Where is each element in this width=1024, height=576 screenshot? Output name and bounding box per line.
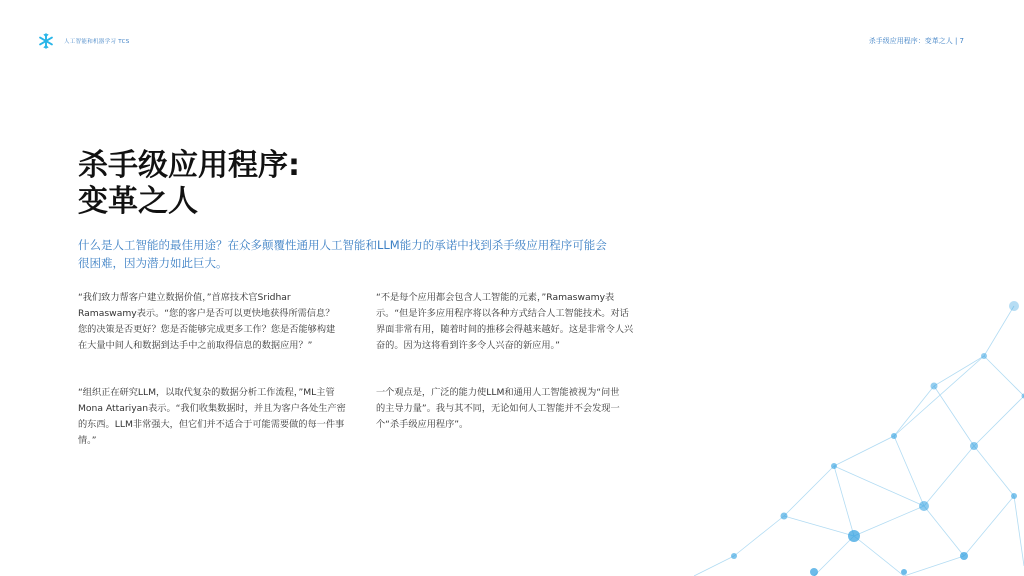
page-reference: 杀手级应用程序：变革之人 | 7 xyxy=(868,37,964,45)
header-logo xyxy=(38,33,130,49)
title-line-1: 杀手级应用程序: xyxy=(78,148,300,183)
lead-paragraph: 什么是人工智能的最佳用途？在众多颠覆性通用人工智能和LLM能力的承诺中找到杀手级应用程序可能会很困难，因为潜力如此巨大。 xyxy=(78,238,607,270)
body-paragraph-3: “组织正在研究LLM，以取代复杂的数据分析工作流程，”ML主管Mona Attariyan表示。“我们收集数据时，并且为客户各处生产密的东西。LLM非常强大，但它们并不适合于可能需要做的每一件事情。” xyxy=(78,387,346,446)
network-graphic xyxy=(694,276,1024,576)
body-paragraph-1: “我们致力帮客户建立数据价值，”首席技术官Sridhar Ramaswamy表示。“您的客户是否可以更快地获得所需信息？您的决策是否更好？您是否能够完成更多工作？您是否能够构建在大量中间人和数据到达手中之前取得信息的数据应用？” xyxy=(78,292,336,351)
body-paragraph-2: “不是每个应用都会包含人工智能的元素，”Ramaswamy表示。“但是许多应用程序将以各种方式结合人工智能技术。对话界面非常有用，随着时间的推移会得越来越好。这是非常令人兴奋的。因为这将看到许多令人兴奋的新应用。” xyxy=(376,292,634,351)
brand-label: 人工智能和机器学习 TCS xyxy=(64,39,130,45)
snowflake-logo-icon xyxy=(38,33,54,49)
title-line-2: 变革之人 xyxy=(78,184,198,219)
body-paragraph-4: 一个观点是，广泛的能力使LLM和通用人工智能被视为“问世的主导力量”。我与其不同，无论如何人工智能并不会发现一个“杀手级应用程序”。 xyxy=(376,387,620,430)
page-title xyxy=(78,148,300,220)
